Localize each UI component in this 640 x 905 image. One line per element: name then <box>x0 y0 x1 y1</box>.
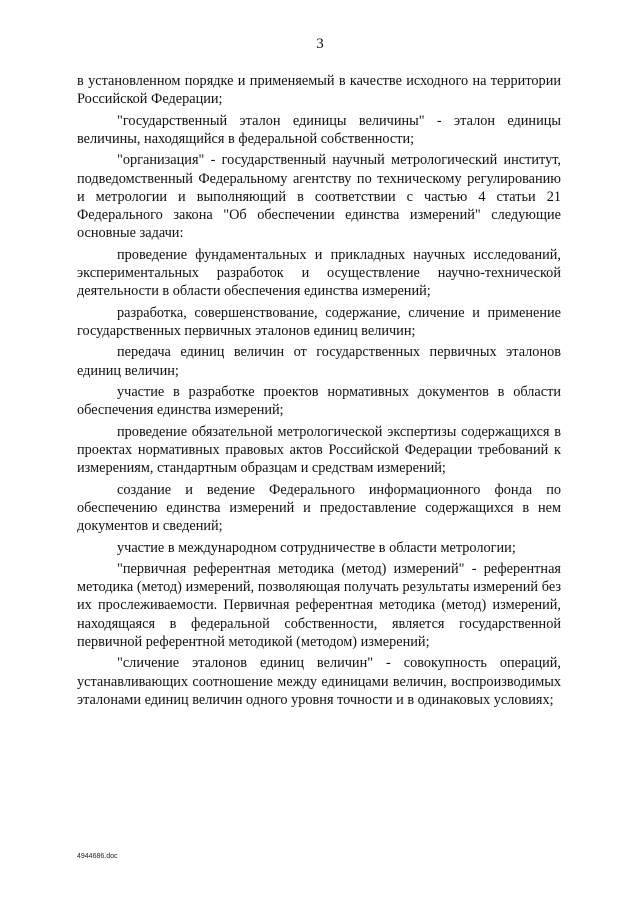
file-name-footer: 4944686.doc <box>77 853 118 860</box>
paragraph-4: проведение фундаментальных и прикладных научных исследований, экспериментальных разработок и осуществление научно-технической деятельности в области обеспечения единства измерений; <box>77 246 561 300</box>
paragraph-2: "государственный эталон единицы величины" - эталон единицы величины, находящийся в федеральной собственности; <box>77 112 561 147</box>
paragraph-7: участие в разработке проектов нормативных документов в области обеспечения единства измерений; <box>77 384 561 419</box>
paragraph-5: разработка, совершенствование, содержание, сличение и применение государственных первичных эталонов единиц величин; <box>77 304 561 339</box>
paragraph-6: передача единиц величин от государственных первичных эталонов единиц величин; <box>77 344 561 379</box>
paragraph-3: "организация" - государственный научный метрологический институт, подведомственный Федеральному агентству по техническому регулированию и метрологии и выполняющий в соответствии с частью 4 статьи 21 Федерального закона "Об обеспечении единства измерений" следующие основные задачи: <box>77 152 561 242</box>
paragraph-1: в установленном порядке и применяемый в качестве исходного на территории Российской Федерации; <box>77 73 561 108</box>
paragraph-12: "сличение эталонов единиц величин" - совокупность операций, устанавливающих соотношение между единицами величин, воспроизводимых эталонами единиц величин одного уровня точности и в одинаковых условиях; <box>77 655 561 708</box>
page-number: 3 <box>316 36 324 52</box>
paragraph-8: проведение обязательной метрологической экспертизы содержащихся в проектах нормативных правовых актов Российской Федерации требований к измерениям, стандартным образцам и средствам измерений; <box>77 423 561 477</box>
paragraph-10: участие в международном сотрудничестве в области метрологии; <box>117 539 516 556</box>
paragraph-11: "первичная референтная методика (метод) измерений" - референтная методика (метод) измерений, позволяющая получать результаты измерений без их прослеживаемости. Первичная референтная методика (метод) измерений, находящаяся в федеральной собственности, является государственной первичной референтной методикой (методом) измерений; <box>77 561 561 650</box>
document-body <box>77 72 561 712</box>
paragraph-9: создание и ведение Федерального информационного фонда по обеспечению единства измерений и предоставление содержащихся в нем документов и сведений; <box>77 481 561 535</box>
